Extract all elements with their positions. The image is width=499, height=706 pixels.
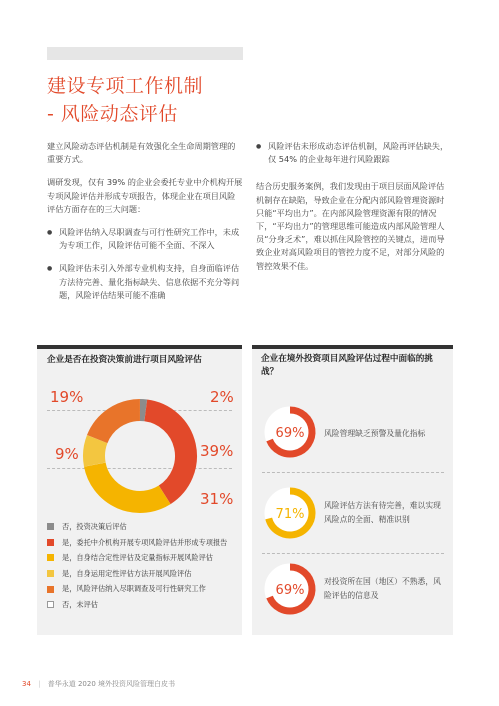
pie-value-label: 2% [210,388,234,406]
pie-value-label: 39% [200,442,234,460]
pie-value-label: 31% [200,490,234,508]
legend-swatch [47,539,54,546]
left-column [47,140,243,312]
ring-chart [262,561,318,617]
pie-value-label: 9% [55,445,79,463]
legend-swatch [47,554,54,561]
ring-chart [262,485,318,541]
pie-slice [94,439,97,465]
legend-swatch [47,523,54,530]
divider [262,553,444,554]
panel-rule [37,345,242,349]
challenge-label: 对投资所在国（地区）不熟悉，风险评估的信息及 [324,577,441,600]
pie-value-label: 19% [50,388,84,406]
legend-item: 是，委托中介机构开展专项风险评估并形成专项报告 [47,535,227,551]
panel-title: 企业在境外投资项目风险评估过程中面临的挑战？ [261,354,433,377]
legend-item: 是，自身结合定性评估及定量指标开展风险评估 [47,550,227,566]
ring-value-label: 71% [275,507,305,522]
pie-slice [146,410,186,494]
panel-rule [252,345,453,349]
legend-item: 是，风险评估纳入尽职调查及可行性研究工作 [47,581,227,597]
legend-swatch [47,601,54,608]
divider [262,472,444,473]
chart-legend [47,519,227,613]
ring-chart [262,404,318,460]
header-bar [47,47,243,60]
challenge-label: 风险管理缺乏预警及量化指标 [324,429,426,438]
ring-value-label: 69% [275,426,305,441]
bullet-item: ● 风险评估未形成动态评估机制，风险再评估缺失，仅 54% 的企业每年进行风险跟踪 [256,140,452,166]
bullet-item: ● 风险评估未引入外部专业机构支持，自身面临评估方法待完善、量化指标缺失、信息依据不充分等问题，风险评估结果可能不准确 [47,262,243,302]
right-column [256,140,452,283]
page-title: 建设专项工作机制 - 风险动态评估 [47,75,204,125]
ring-value-label: 69% [275,583,305,598]
legend-item: 否，未评估 [47,597,227,613]
intro-paragraph: 建立风险动态评估机制是有效强化全生命周期管理的重要方式。 [47,141,236,165]
donut-chart [82,398,198,514]
footer-text: 普华永道 2020 境外投资风险管理白皮书 [47,680,176,688]
panel-title: 企业是否在投资决策前进行项目风险评估 [47,355,202,365]
pie-slice [95,465,165,502]
legend-item: 是，自身运用定性评估方法开展风险评估 [47,566,227,582]
survey-paragraph: 调研发现，仅有 39% 的企业会委托专业中介机构开展专项风险评估并形成专项报告，体现企业在项目风险评估方面存在的三大问题： [47,177,243,214]
legend-swatch [47,586,54,593]
pie-slice [97,410,140,439]
page-footer: 34 | 普华永道 2020 境外投资风险管理白皮书 [22,680,176,688]
page-number: 34 [22,680,31,688]
analysis-paragraph: 结合历史服务案例，我们发现由于项目层面风险评估机制存在缺陷，导致企业在分配内部风险管理资源时只能“平均出力”。在内部风险管理资源有限的情况下，“平均出力”的管理思维可能造成内部风险管理人员“分身乏术”，难以抓住风险管控的关键点，进而导致企业对高风险项目的管控力度不足，对部分风险的管控效果不佳。 [256,181,445,271]
legend-item: 否，投资决策后评估 [47,519,227,535]
challenge-label: 风险评估方法有待完善，难以实现风险点的全面、精准识别 [324,501,441,524]
bullet-item: ● 风险评估纳入尽职调查与可行性研究工作中，未成为专项工作，风险评估可能不全面、不深入 [47,226,243,252]
legend-swatch [47,570,54,577]
